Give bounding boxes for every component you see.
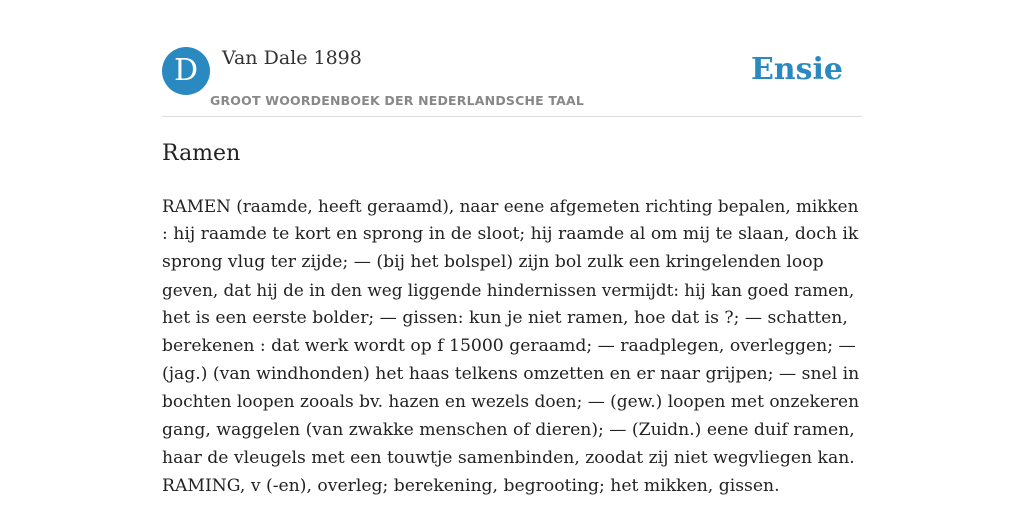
dictionary-subtitle: GROOT WOORDENBOEK DER NEDERLANDSCHE TAAL: [210, 93, 585, 108]
definition-line: het is een eerste bolder; — gissen: kun je niet ramen, hoe dat is ?; — schatten,: [162, 308, 848, 328]
header: [162, 46, 862, 117]
dictionary-logo[interactable]: D: [162, 47, 210, 95]
definition-line: geven, dat hij de in den weg liggende hindernissen vermijdt: hij kan goed ramen,: [162, 280, 855, 300]
definition-line: RAMEN (raamde, heeft geraamd), naar eene afgemeten richting bepalen, mikken: [162, 196, 859, 216]
entry-heading: Ramen: [162, 141, 241, 166]
definition-line: haar de vleugels met een touwtje samenbinden, zoodat zij niet wegvliegen kan.: [162, 448, 855, 468]
definition-line: : hij raamde te kort en sprong in de sloot; hij raamde al om mij te slaan, doch ik: [162, 224, 859, 244]
definition-line: sprong vlug ter zijde; — (bij het bolspel) zijn bol zulk een kringelenden loop: [162, 252, 824, 272]
dictionary-title[interactable]: Van Dale 1898: [222, 47, 362, 69]
definition-line: RAMING, v (-en), overleg; berekening, begrooting; het mikken, gissen.: [162, 476, 780, 496]
brand-logo[interactable]: Ensie: [750, 52, 843, 87]
entry-definition: [162, 192, 862, 500]
definition-line: bochten loopen zooals bv. hazen en wezels doen; — (gew.) loopen met onzekeren: [162, 392, 860, 412]
definition-line: berekenen : dat werk wordt op f 15000 geraamd; — raadplegen, overleggen; —: [162, 336, 856, 356]
definition-line: gang, waggelen (van zwakke menschen of dieren); — (Zuidn.) eene duif ramen,: [162, 420, 855, 440]
definition-line: (jag.) (van windhonden) het haas telkens omzetten en er naar grijpen; — snel in: [162, 364, 860, 384]
